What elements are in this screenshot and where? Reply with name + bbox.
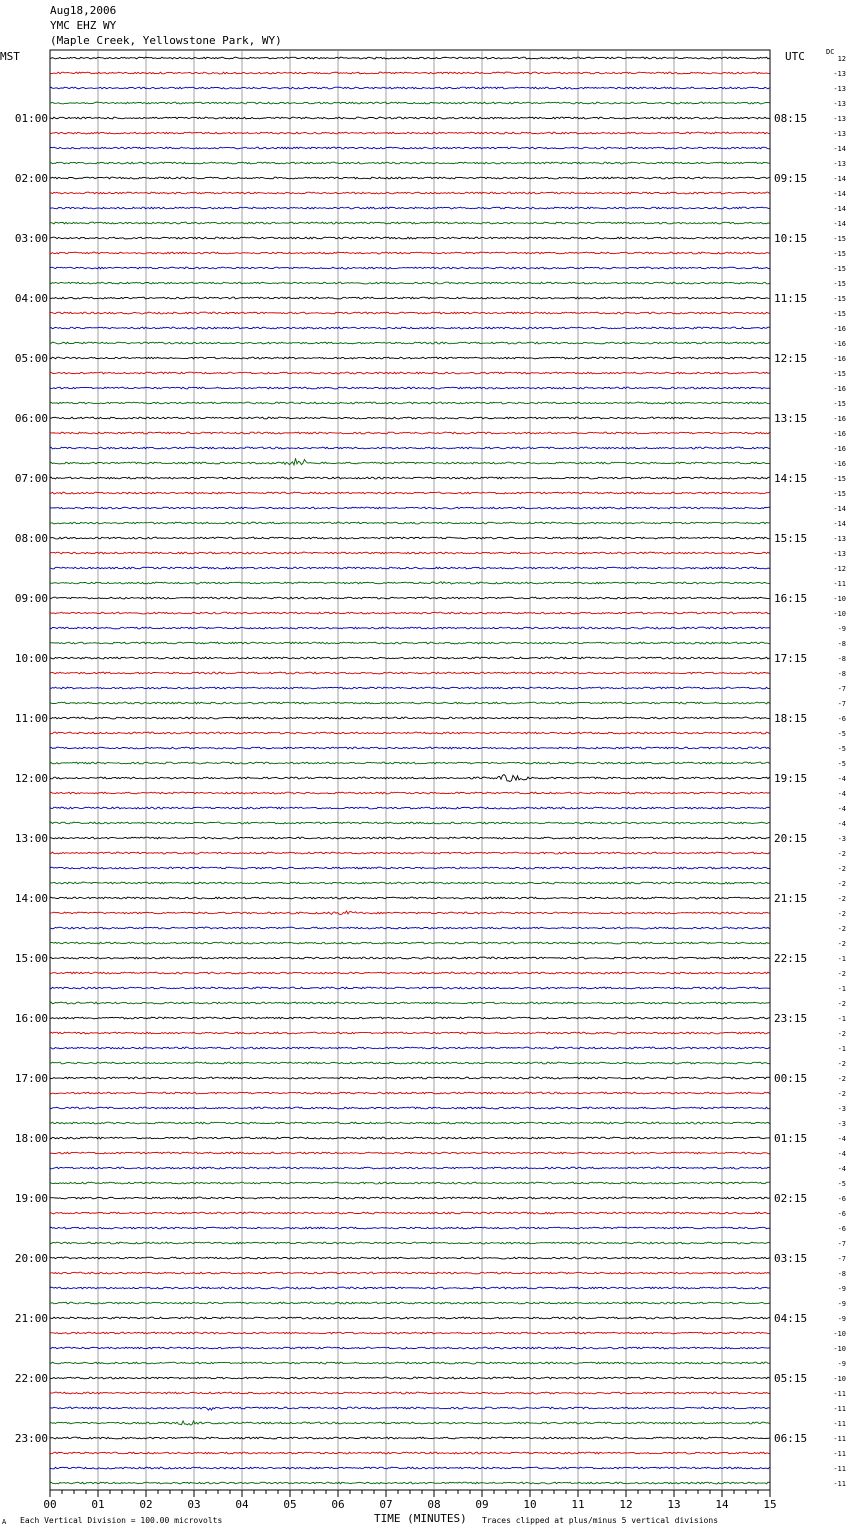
hour-label-left: 17:00 xyxy=(14,1072,48,1085)
dc-offset: -15 xyxy=(833,235,846,243)
trace-line xyxy=(50,1032,770,1034)
hour-label-right: 00:15 xyxy=(774,1072,808,1085)
dc-offset: -15 xyxy=(833,475,846,483)
dc-offset: -5 xyxy=(837,760,846,768)
x-tick-label: 11 xyxy=(571,1498,585,1511)
dc-offset: -16 xyxy=(833,385,846,393)
trace-line xyxy=(50,1302,770,1304)
hour-label-right: 02:15 xyxy=(774,1192,808,1205)
record-date: Aug18,2006 xyxy=(50,4,117,17)
hour-label-right: 17:15 xyxy=(774,652,808,665)
trace-line xyxy=(50,1212,770,1214)
dc-offset: -2 xyxy=(837,880,846,888)
dc-offset: -3 xyxy=(837,1120,846,1128)
dc-offset: -14 xyxy=(833,520,846,528)
trace-line xyxy=(50,972,770,974)
dc-offset: -13 xyxy=(833,70,846,78)
trace-line xyxy=(50,1467,770,1469)
hour-label-right: 21:15 xyxy=(774,892,808,905)
trace-line xyxy=(50,222,770,224)
dc-offset: -2 xyxy=(837,850,846,858)
trace-line xyxy=(50,882,770,884)
dc-offset: -6 xyxy=(837,1210,846,1218)
trace-line xyxy=(50,1482,770,1484)
dc-offset: -2 xyxy=(837,1090,846,1098)
dc-offset: -9 xyxy=(837,1300,846,1308)
hour-label-left: 11:00 xyxy=(14,712,48,725)
hour-label-left: 12:00 xyxy=(14,772,48,785)
trace-line xyxy=(50,312,770,314)
trace-line xyxy=(50,717,770,719)
dc-offset: -7 xyxy=(837,685,846,693)
dc-offset: -11 xyxy=(833,1390,846,1398)
hour-label-left: 14:00 xyxy=(14,892,48,905)
dc-offset: -2 xyxy=(837,1000,846,1008)
hour-label-left: 23:00 xyxy=(14,1432,48,1445)
hour-label-right: 10:15 xyxy=(774,232,808,245)
dc-offset: -1 xyxy=(837,1015,846,1023)
hour-label-left: 15:00 xyxy=(14,952,48,965)
dc-offset: -5 xyxy=(837,745,846,753)
hour-label-right: 14:15 xyxy=(774,472,808,485)
dc-offset: -2 xyxy=(837,940,846,948)
x-tick-label: 07 xyxy=(379,1498,393,1511)
hour-label-left: 21:00 xyxy=(14,1312,48,1325)
hour-label-left: 13:00 xyxy=(14,832,48,845)
x-tick-label: 04 xyxy=(235,1498,249,1511)
dc-offset: -16 xyxy=(833,340,846,348)
trace-line xyxy=(50,1317,770,1319)
dc-offset: -2 xyxy=(837,895,846,903)
hour-label-left: 08:00 xyxy=(14,532,48,545)
trace-line xyxy=(50,1407,770,1410)
trace-line xyxy=(50,1332,770,1334)
trace-line xyxy=(50,852,770,854)
trace-line xyxy=(50,102,770,104)
hour-label-right: 23:15 xyxy=(774,1012,808,1025)
hour-label-right: 08:15 xyxy=(774,112,808,125)
trace-line xyxy=(50,567,770,569)
dc-offset: -4 xyxy=(837,1150,846,1158)
trace-line xyxy=(50,57,770,59)
dc-offset: 12 xyxy=(837,55,846,63)
trace-line xyxy=(50,192,770,194)
dc-offset: -13 xyxy=(833,85,846,93)
trace-line xyxy=(50,522,770,524)
trace-line xyxy=(50,1017,770,1019)
hour-label-left: 18:00 xyxy=(14,1132,48,1145)
trace-line xyxy=(50,117,770,119)
trace-line xyxy=(50,252,770,254)
hour-label-left: 04:00 xyxy=(14,292,48,305)
trace-line xyxy=(50,957,770,959)
hour-label-left: 06:00 xyxy=(14,412,48,425)
dc-offset: -13 xyxy=(833,130,846,138)
trace-line xyxy=(50,372,770,374)
x-tick-label: 08 xyxy=(427,1498,441,1511)
hour-label-right: 15:15 xyxy=(774,532,808,545)
hour-label-right: 16:15 xyxy=(774,592,808,605)
dc-offset: -10 xyxy=(833,1345,846,1353)
dc-offset: -14 xyxy=(833,190,846,198)
dc-offset: -1 xyxy=(837,985,846,993)
dc-offset: -15 xyxy=(833,265,846,273)
trace-line xyxy=(50,207,770,209)
clip-note: Traces clipped at plus/minus 5 vertical divisions xyxy=(482,1516,719,1525)
hour-label-left: 19:00 xyxy=(14,1192,48,1205)
trace-line xyxy=(50,597,770,599)
dc-offset: -13 xyxy=(833,115,846,123)
dc-offset: -9 xyxy=(837,1285,846,1293)
trace-line xyxy=(50,657,770,659)
left-timezone-label: MST xyxy=(0,50,20,63)
dc-offset: -11 xyxy=(833,1465,846,1473)
trace-line xyxy=(50,552,770,554)
hour-label-right: 12:15 xyxy=(774,352,808,365)
dc-offset: -16 xyxy=(833,415,846,423)
trace-line xyxy=(50,702,770,704)
dc-offset: -13 xyxy=(833,100,846,108)
dc-offset: -2 xyxy=(837,1030,846,1038)
hour-label-right: 22:15 xyxy=(774,952,808,965)
x-tick-label: 14 xyxy=(715,1498,729,1511)
x-tick-label: 06 xyxy=(331,1498,345,1511)
x-tick-label: 12 xyxy=(619,1498,633,1511)
trace-line xyxy=(50,132,770,134)
trace-line xyxy=(50,987,770,989)
trace-line xyxy=(50,1452,770,1454)
trace-line xyxy=(50,1197,770,1199)
trace-line xyxy=(50,507,770,509)
hour-label-right: 19:15 xyxy=(774,772,808,785)
dc-offset: -11 xyxy=(833,1480,846,1488)
trace-line xyxy=(50,72,770,74)
dc-offset: -1 xyxy=(837,1045,846,1053)
dc-offset: -13 xyxy=(833,160,846,168)
dc-offset: -11 xyxy=(833,1405,846,1413)
trace-line xyxy=(50,1002,770,1004)
dc-offset: -9 xyxy=(837,1315,846,1323)
trace-line xyxy=(50,447,770,449)
dc-offset: -13 xyxy=(833,550,846,558)
hour-label-right: 01:15 xyxy=(774,1132,808,1145)
x-axis-title: TIME (MINUTES) xyxy=(374,1512,467,1525)
x-tick-label: 01 xyxy=(91,1498,105,1511)
station-location: (Maple Creek, Yellowstone Park, WY) xyxy=(50,34,282,47)
trace-line xyxy=(50,458,770,465)
dc-label: DC xyxy=(826,48,835,56)
trace-line xyxy=(50,732,770,734)
hour-label-right: 06:15 xyxy=(774,1432,808,1445)
x-tick-label: 02 xyxy=(139,1498,153,1511)
trace-line xyxy=(50,582,770,584)
trace-line xyxy=(50,942,770,944)
hour-label-right: 13:15 xyxy=(774,412,808,425)
hour-label-left: 03:00 xyxy=(14,232,48,245)
trace-line xyxy=(50,432,770,434)
dc-offset: -7 xyxy=(837,1255,846,1263)
dc-offset: -11 xyxy=(833,1450,846,1458)
trace-line xyxy=(50,1377,770,1379)
dc-offset: -4 xyxy=(837,820,846,828)
hour-label-left: 22:00 xyxy=(14,1372,48,1385)
hour-label-right: 04:15 xyxy=(774,1312,808,1325)
dc-offset: -11 xyxy=(833,1435,846,1443)
trace-line xyxy=(50,327,770,329)
dc-offset: -12 xyxy=(833,565,846,573)
trace-line xyxy=(50,1167,770,1169)
x-tick-label: 10 xyxy=(523,1498,537,1511)
dc-offset: -4 xyxy=(837,775,846,783)
trace-line xyxy=(50,687,770,689)
trace-line xyxy=(50,747,770,749)
x-tick-label: 03 xyxy=(187,1498,201,1511)
trace-line xyxy=(50,837,770,839)
dc-offset: -1 xyxy=(837,955,846,963)
trace-line xyxy=(50,537,770,539)
dc-offset: -16 xyxy=(833,430,846,438)
dc-offset: -4 xyxy=(837,790,846,798)
hour-label-left: 20:00 xyxy=(14,1252,48,1265)
dc-offset: -14 xyxy=(833,175,846,183)
dc-offset: -4 xyxy=(837,805,846,813)
hour-label-left: 09:00 xyxy=(14,592,48,605)
trace-line xyxy=(50,822,770,824)
trace-line xyxy=(50,162,770,164)
dc-offset: -15 xyxy=(833,295,846,303)
dc-offset: -15 xyxy=(833,490,846,498)
dc-offset: -2 xyxy=(837,1060,846,1068)
hour-label-right: 18:15 xyxy=(774,712,808,725)
dc-offset: -7 xyxy=(837,700,846,708)
hour-label-left: 01:00 xyxy=(14,112,48,125)
trace-line xyxy=(50,1137,770,1139)
trace-line xyxy=(50,147,770,149)
hour-label-left: 07:00 xyxy=(14,472,48,485)
dc-offset: -14 xyxy=(833,205,846,213)
dc-offset: -14 xyxy=(833,145,846,153)
trace-line xyxy=(50,807,770,809)
dc-offset: -16 xyxy=(833,325,846,333)
hour-label-right: 03:15 xyxy=(774,1252,808,1265)
scale-note: Each Vertical Division = 100.00 microvolts xyxy=(20,1516,223,1525)
trace-line xyxy=(50,477,770,479)
dc-offset: -7 xyxy=(837,1240,846,1248)
station-code: YMC EHZ WY xyxy=(50,19,117,32)
trace-line xyxy=(50,627,770,629)
trace-line xyxy=(50,1062,770,1064)
trace-line xyxy=(50,1242,770,1244)
x-tick-label: 00 xyxy=(43,1498,57,1511)
dc-offset: -13 xyxy=(833,535,846,543)
trace-line xyxy=(50,1047,770,1049)
dc-offset: -2 xyxy=(837,910,846,918)
trace-line xyxy=(50,1421,770,1425)
dc-offset: -9 xyxy=(837,625,846,633)
trace-line xyxy=(50,87,770,89)
dc-offset: -4 xyxy=(837,1165,846,1173)
trace-line xyxy=(50,267,770,269)
dc-offset: -11 xyxy=(833,580,846,588)
dc-offset: -15 xyxy=(833,370,846,378)
hour-label-right: 05:15 xyxy=(774,1372,808,1385)
trace-line xyxy=(50,1107,770,1109)
dc-offset: -10 xyxy=(833,1330,846,1338)
dc-offset: -16 xyxy=(833,460,846,468)
trace-line xyxy=(50,1257,770,1259)
dc-offset: -6 xyxy=(837,1225,846,1233)
trace-line xyxy=(50,297,770,299)
trace-line xyxy=(50,911,770,915)
trace-line xyxy=(50,387,770,389)
trace-line xyxy=(50,867,770,869)
trace-line xyxy=(50,1362,770,1364)
dc-offset: -10 xyxy=(833,1375,846,1383)
trace-line xyxy=(50,1227,770,1229)
trace-line xyxy=(50,927,770,929)
trace-line xyxy=(50,897,770,899)
trace-line xyxy=(50,177,770,179)
trace-line xyxy=(50,612,770,614)
trace-line xyxy=(50,762,770,764)
hour-label-left: 10:00 xyxy=(14,652,48,665)
x-tick-label: 15 xyxy=(763,1498,777,1511)
dc-offset: -15 xyxy=(833,250,846,258)
x-tick-label: 05 xyxy=(283,1498,297,1511)
trace-line xyxy=(50,1152,770,1154)
dc-offset: -5 xyxy=(837,1180,846,1188)
trace-line xyxy=(50,282,770,284)
dc-offset: -14 xyxy=(833,505,846,513)
trace-line xyxy=(50,1122,770,1124)
trace-line xyxy=(50,417,770,419)
dc-offset: -11 xyxy=(833,1420,846,1428)
dc-offset: -9 xyxy=(837,1360,846,1368)
hour-label-left: 02:00 xyxy=(14,172,48,185)
trace-line xyxy=(50,402,770,404)
dc-offset: -3 xyxy=(837,1105,846,1113)
trace-line xyxy=(50,1077,770,1079)
hour-label-left: 16:00 xyxy=(14,1012,48,1025)
dc-offset: -4 xyxy=(837,1135,846,1143)
trace-line xyxy=(50,1392,770,1394)
trace-line xyxy=(50,357,770,359)
trace-line xyxy=(50,1182,770,1184)
hour-label-right: 09:15 xyxy=(774,172,808,185)
trace-line xyxy=(50,342,770,344)
trace-line xyxy=(50,237,770,239)
dc-offset: -15 xyxy=(833,280,846,288)
hour-label-right: 20:15 xyxy=(774,832,808,845)
dc-offset: -2 xyxy=(837,970,846,978)
dc-offset: -2 xyxy=(837,1075,846,1083)
trace-line xyxy=(50,1347,770,1349)
x-tick-label: 13 xyxy=(667,1498,681,1511)
trace-line xyxy=(50,1437,770,1439)
dc-offset: -8 xyxy=(837,640,846,648)
trace-line xyxy=(50,642,770,644)
dc-offset: -10 xyxy=(833,595,846,603)
dc-offset: -5 xyxy=(837,730,846,738)
dc-offset: -10 xyxy=(833,610,846,618)
x-tick-label: 09 xyxy=(475,1498,489,1511)
dc-offset: -2 xyxy=(837,865,846,873)
dc-offset: -14 xyxy=(833,220,846,228)
trace-line xyxy=(50,492,770,494)
dc-offset: -6 xyxy=(837,1195,846,1203)
dc-offset: -15 xyxy=(833,310,846,318)
trace-line xyxy=(50,1287,770,1289)
trace-line xyxy=(50,792,770,794)
dc-offset: -16 xyxy=(833,355,846,363)
dc-offset: -2 xyxy=(837,925,846,933)
trace-line xyxy=(50,672,770,674)
dc-offset: -8 xyxy=(837,655,846,663)
corner-mark: A xyxy=(2,1518,7,1526)
trace-line xyxy=(50,1092,770,1094)
trace-line xyxy=(50,775,770,782)
dc-offset: -8 xyxy=(837,670,846,678)
hour-label-right: 11:15 xyxy=(774,292,808,305)
right-timezone-label: UTC xyxy=(785,50,805,63)
dc-offset: -8 xyxy=(837,1270,846,1278)
dc-offset: -15 xyxy=(833,400,846,408)
dc-offset: -16 xyxy=(833,445,846,453)
hour-label-left: 05:00 xyxy=(14,352,48,365)
dc-offset: -3 xyxy=(837,835,846,843)
trace-line xyxy=(50,1272,770,1274)
dc-offset: -6 xyxy=(837,715,846,723)
